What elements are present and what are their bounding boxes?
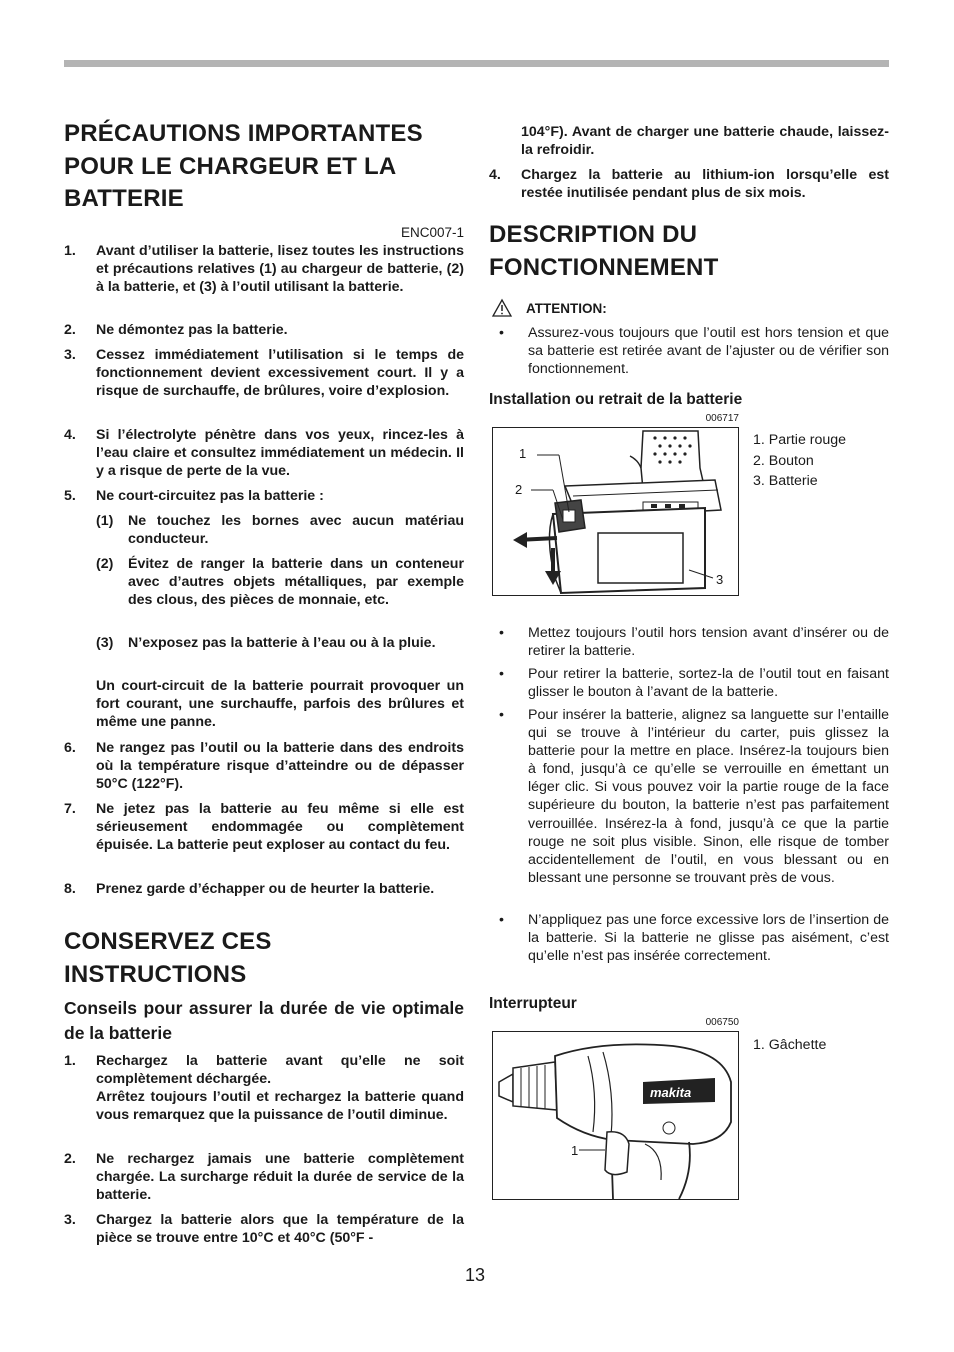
section-title-description [489,219,889,284]
attention-label: ATTENTION: [526,301,607,316]
battery-figure [492,427,739,596]
list-item: 2. Ne rechargez jamais une batterie complètement chargée. La surcharge réduit la durée de service de la batterie. [64,1151,464,1204]
section-title-conservez [64,926,464,991]
header-rule [64,60,889,67]
list-item: 6. Ne rangez pas l’outil ou la batterie dans des endroits où la température risque d’atteindre ou de dépasser 50°C (122°F). [64,740,464,793]
title-line: POUR LE CHARGEUR ET LA [64,152,397,180]
list-item: • N’appliquez pas une force excessive lors de l’insertion de la batterie. Si la batterie ne glisse pas aisément, c’est qu’elle n’est pas insérée correctement. [499,912,889,965]
figure-reference: 006750 [705,1017,739,1028]
bullet-icon: • [499,912,504,928]
bullet-icon: • [499,625,504,641]
figure-reference: 006717 [705,413,739,424]
bullet-icon: • [499,325,504,341]
callout-1: 1 [571,1143,579,1158]
legend-item: 1. Gâchette [753,1037,827,1053]
brand-logo: makita [650,1085,692,1100]
list-item: 4. Si l’électrolyte pénètre dans vos yeux, rincez-les à l’eau claire et consultez immédiatement un médecin. Il y a risque de perte de la vue. [64,427,464,480]
page-number: 13 [465,1265,486,1285]
title-line: BATTERIE [64,185,184,212]
title-line: INSTRUCTIONS [64,960,247,988]
list-item: 2. Ne démontez pas la batterie. [64,322,288,338]
subsection-title-switch: Interrupteur [489,995,577,1012]
bullet-icon: • [499,707,504,723]
warning-triangle-icon [491,298,513,318]
switch-figure [492,1031,739,1200]
title-line: FONCTIONNEMENT [489,253,719,281]
list-item: • Pour insérer la batterie, alignez sa languette sur l’entaille qui se trouve à l’intérieur du carter, puis glissez la batterie pour la mettre en place. Insérez-la toujours bien à fond, jusqu’à ce qu’elle se verrouille en émettant un léger clic. Si vous pouvez voir la partie rouge de la face supérieure du bouton, la batterie n’est pas parfaitement verrouillée. Insérez-la à fond, jusqu’à ce que la partie rouge ne soit plus visible. Sinon, elle risque de tomber accidentellement de l’outil, en vous blessant ou en blessant une personne se trouvant près de vous. [499,707,889,886]
figure-legend [753,1035,826,1056]
list-item: • Mettez toujours l’outil hors tension avant d’insérer ou de retirer la batterie. [499,625,889,660]
sub-list-item: (3) N’exposez pas la batterie à l’eau ou à la pluie. [96,635,436,651]
legend-item: 3. Batterie [753,473,818,489]
sub-list-item: (1) Ne touchez les bornes avec aucun matériau conducteur. [96,513,464,548]
legend-item: 1. Partie rouge [753,432,847,448]
list-item: • Pour retirer la batterie, sortez-la de l’outil tout en faisant glisser le bouton à l’avant de la batterie. [499,666,889,701]
list-item: 3. Cessez immédiatement l’utilisation si le temps de fonctionnement devient excessivement court. Il y a risque de surchauffe, de brûlures, voire d’explosion. [64,347,464,400]
list-item: 1. Avant d’utiliser la batterie, lisez toutes les instructions et précautions relatives (1) au chargeur de batterie, (2) à la batterie, et (3) à l’outil utilisant la batterie. [64,243,464,296]
callout-3: 3 [716,572,724,587]
section-title-precautions [64,118,464,216]
sub-list-item: (2) Évitez de ranger la batterie dans un conteneur avec d’autres objets métalliques, par exemple des clous, des pièces de monnaie, etc. [96,556,464,609]
short-circuit-note: Un court-circuit de la batterie pourrait provoquer un fort courant, une surchauffe, parfois des brûlures et même une panne. [96,678,464,731]
subsection-title: Conseils pour assurer la durée de vie optimale de la batterie [64,998,464,1043]
list-item-continuation: 104°F). Avant de charger une batterie chaude, laissez-la refroidir. [521,124,889,159]
drill-trigger-illustration [493,1032,738,1199]
list-item: 4. Chargez la batterie au lithium-ion lorsqu’elle est restée inutilisée pendant plus de six mois. [489,167,889,202]
bullet-icon: • [499,666,504,682]
subsection-title-installation: Installation ou retrait de la batterie [489,391,743,408]
list-item: 7. Ne jetez pas la batterie au feu même si elle est sérieusement endommagée ou complètement épuisée. La batterie peut exploser au contact du feu. [64,801,464,854]
callout-2: 2 [515,482,523,497]
title-line: CONSERVEZ CES [64,928,272,955]
list-item: 1. Rechargez la batterie avant qu’elle ne soit complètement déchargée. Arrêtez toujours l’outil et rechargez la batterie quand vous remarquez que la puissance de l’outil diminue. [64,1053,464,1124]
callout-1: 1 [519,446,527,461]
title-line: PRÉCAUTIONS IMPORTANTES [64,120,423,147]
drill-battery-illustration [493,428,738,595]
list-item: 5. Ne court-circuitez pas la batterie : [64,488,324,504]
title-line: DESCRIPTION DU [489,221,698,248]
reference-code: ENC007-1 [400,225,464,240]
legend-item: 2. Bouton [753,452,814,469]
list-item: 3. Chargez la batterie alors que la température de la pièce se trouve entre 10°C et 40°C (50°F - [64,1212,464,1247]
figure-legend [753,430,846,492]
attention-bullet: • Assurez-vous toujours que l’outil est hors tension et que sa batterie est retirée avant de l’ajuster ou de vérifier son fonctionnement. [499,325,889,378]
list-item: 8. Prenez garde d’échapper ou de heurter la batterie. [64,881,435,897]
